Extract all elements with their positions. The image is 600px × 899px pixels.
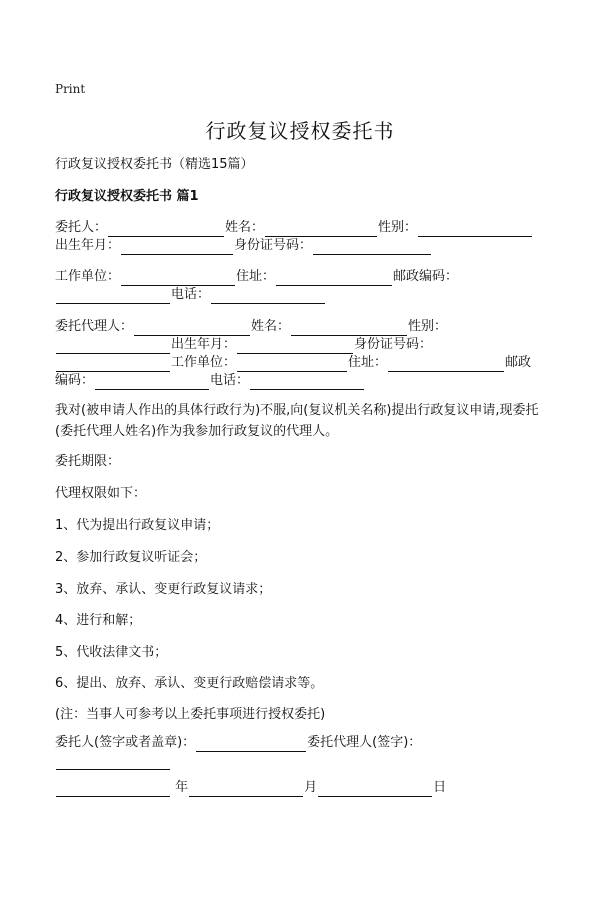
agent-postcode-label-1: 邮政 xyxy=(505,355,532,370)
principal-row xyxy=(55,219,533,237)
gender-label: 性别： xyxy=(378,220,418,235)
list-item: 5、代收法律文书； xyxy=(55,645,168,660)
principal-field[interactable] xyxy=(108,222,224,237)
birth-field[interactable] xyxy=(121,240,233,255)
agent-name-field[interactable] xyxy=(291,321,407,336)
date-row xyxy=(55,779,446,797)
agent-field[interactable] xyxy=(134,321,250,336)
address-label: 住址： xyxy=(236,269,276,284)
term-label: 委托期限： xyxy=(55,454,121,469)
agent-birth-field[interactable] xyxy=(237,339,353,354)
agent-name-label: 姓名： xyxy=(251,319,291,334)
id-label: 身份证号码： xyxy=(234,238,313,253)
day-field[interactable] xyxy=(318,782,432,797)
day-label: 日 xyxy=(433,780,447,795)
signature-row xyxy=(55,734,421,752)
id-field[interactable] xyxy=(313,240,431,255)
principal-label: 委托人： xyxy=(55,220,108,235)
document-subtitle: 行政复议授权委托书（精选15篇） xyxy=(55,157,254,172)
agent-workplace-row xyxy=(55,354,531,372)
phone-row xyxy=(55,286,326,304)
workplace-row xyxy=(55,268,458,286)
month-field[interactable] xyxy=(189,782,303,797)
agent-workplace-field[interactable] xyxy=(237,357,347,372)
print-link[interactable]: Print xyxy=(55,82,86,96)
month-label: 月 xyxy=(304,780,318,795)
agent-row xyxy=(55,318,447,336)
agent-sign-row xyxy=(55,752,171,770)
list-item: 4、进行和解； xyxy=(55,613,142,628)
agent-address-label: 住址： xyxy=(348,355,388,370)
agent-phone-row xyxy=(55,372,365,390)
principal-sign-field[interactable] xyxy=(196,737,306,752)
agent-workplace-label: 工作单位： xyxy=(171,355,237,370)
gender-field[interactable] xyxy=(418,222,532,237)
statement-paragraph: 我对(被申请人作出的具体行政行为)不服,向(复议机关名称)提出行政复议申请,现委托(委托代理人姓名)作为我参加行政复议的代理人。 xyxy=(55,403,539,439)
list-item: 3、放弃、承认、变更行政复议请求； xyxy=(55,582,272,597)
workplace-field[interactable] xyxy=(121,271,235,286)
agent-id-label: 身份证号码： xyxy=(354,337,433,352)
agent-phone-field[interactable] xyxy=(250,375,364,390)
agent-gender-label: 性别： xyxy=(408,319,448,334)
agent-gender-field[interactable] xyxy=(56,339,170,354)
birth-row xyxy=(55,237,432,255)
list-item: 6、提出、放弃、承认、变更行政赔偿请求等。 xyxy=(55,676,324,691)
postcode-field[interactable] xyxy=(56,289,170,304)
address-field[interactable] xyxy=(276,271,392,286)
year-field[interactable] xyxy=(56,782,170,797)
agent-id-field[interactable] xyxy=(56,357,170,372)
agent-address-field[interactable] xyxy=(388,357,504,372)
document-title: 行政复议授权委托书 xyxy=(205,119,395,143)
list-item: 1、代为提出行政复议申请； xyxy=(55,518,220,533)
year-label: 年 xyxy=(175,780,189,795)
phone-label: 电话： xyxy=(171,287,211,302)
workplace-label: 工作单位： xyxy=(55,269,121,284)
phone-field[interactable] xyxy=(211,289,325,304)
agent-birth-row xyxy=(55,336,432,354)
note-text: (注：当事人可参考以上委托事项进行授权委托) xyxy=(55,707,326,722)
birth-label: 出生年月： xyxy=(55,238,121,253)
name-label: 姓名： xyxy=(225,220,265,235)
agent-postcode-label-2: 编码： xyxy=(55,373,95,388)
agent-sign-field[interactable] xyxy=(56,755,170,770)
principal-sign-label: 委托人(签字或者盖章)： xyxy=(55,735,196,750)
agent-postcode-field[interactable] xyxy=(95,375,209,390)
agent-birth-label: 出生年月： xyxy=(171,337,237,352)
agent-sign-label: 委托代理人(签字)： xyxy=(307,735,422,750)
name-field[interactable] xyxy=(265,222,377,237)
powers-intro: 代理权限如下： xyxy=(55,486,147,501)
agent-phone-label: 电话： xyxy=(210,373,250,388)
section-heading: 行政复议授权委托书 篇1 xyxy=(55,189,199,204)
postcode-label: 邮政编码： xyxy=(393,269,459,284)
list-item: 2、参加行政复议听证会； xyxy=(55,550,207,565)
agent-label: 委托代理人： xyxy=(55,319,134,334)
